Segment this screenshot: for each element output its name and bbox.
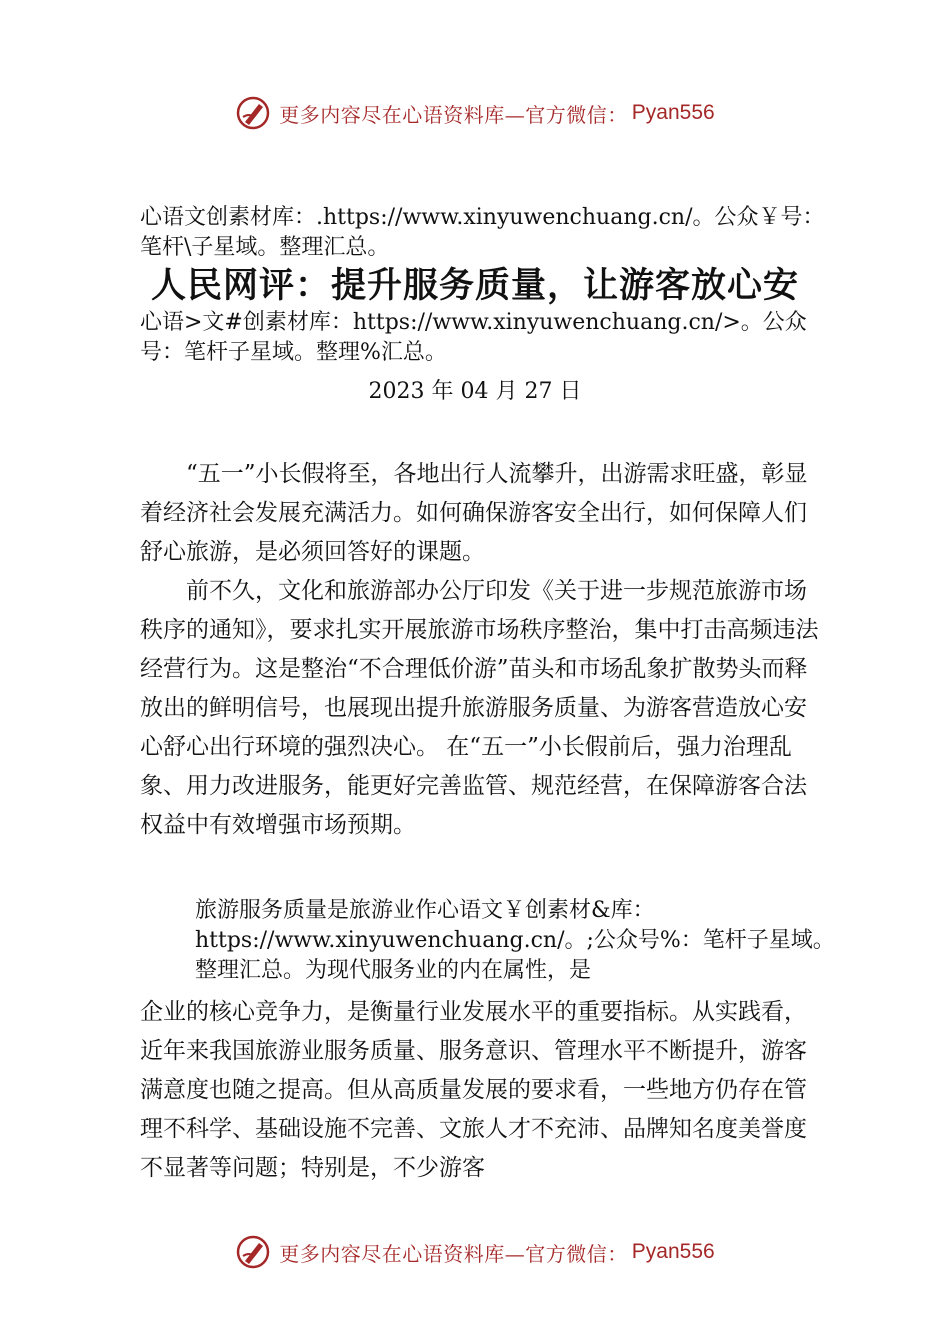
source-note-top: 心语文创素材库：.https://www.xinyuwenchuang.cn/。公众￥号：笔杆\子星域。整理汇总。 <box>140 205 825 260</box>
footer-banner <box>0 1232 950 1272</box>
banner-wechat-id: Pyan556 <box>631 101 715 124</box>
pen-logo-icon <box>235 95 271 131</box>
footer-banner-text: 更多内容尽在心语资料库—官方微信： <box>279 1241 628 1266</box>
paragraph-3: 旅游服务质量是旅游业作心语文￥创素材&库：https://www.xinyuwenchuang.cn/。;公众号%：笔杆子星域。整理汇总。为现代服务业的内在属性，是 <box>195 898 835 983</box>
pen-logo-icon <box>235 1234 271 1270</box>
article-title: 人民网评：提升服务质量，让游客放心安 <box>150 265 799 306</box>
header-banner <box>0 93 950 133</box>
paragraph-4: 企业的核心竞争力，是衡量行业发展水平的重要指标。从实践看，近年来我国旅游业服务质量、服务意识、管理水平不断提升，游客满意度也随之提高。但从高质量发展的要求看，一些地方仍存在管理不科学、基础设施不完善、文旅人才不充沛、品牌知名度美誉度不显著等问题；特别是，不少游客 <box>140 999 807 1181</box>
banner-text: 更多内容尽在心语资料库—官方微信： <box>279 102 628 127</box>
paragraph-1: “五一”小长假将至，各地出行人流攀升，出游需求旺盛，彰显着经济社会发展充满活力。如何确保游客安全出行，如何保障人们舒心旅游，是必须回答好的课题。 <box>140 461 808 565</box>
source-note-mid: 心语>文#创素材库：https://www.xinyuwenchuang.cn/>。公众号：笔杆子星域。整理%汇总。 <box>140 310 807 365</box>
article-date: 2023 年 04 月 27 日 <box>368 379 582 404</box>
paragraph-2: 前不久，文化和旅游部办公厅印发《关于进一步规范旅游市场秩序的通知》，要求扎实开展旅游市场秩序整治，集中打击高频违法经营行为。这是整治“不合理低价游”苗头和市场乱象扩散势头而释放出的鲜明信号，也展现出提升旅游服务质量、为游客营造放心安心舒心出行环境的强烈决心。 在“五一”小长假前后，强力治理乱象、用力改进服务，能更好完善监管、规范经营，在保障游客合法权益中有效增强市场预期。 <box>140 578 819 838</box>
footer-banner-wechat-id: Pyan556 <box>631 1240 715 1263</box>
